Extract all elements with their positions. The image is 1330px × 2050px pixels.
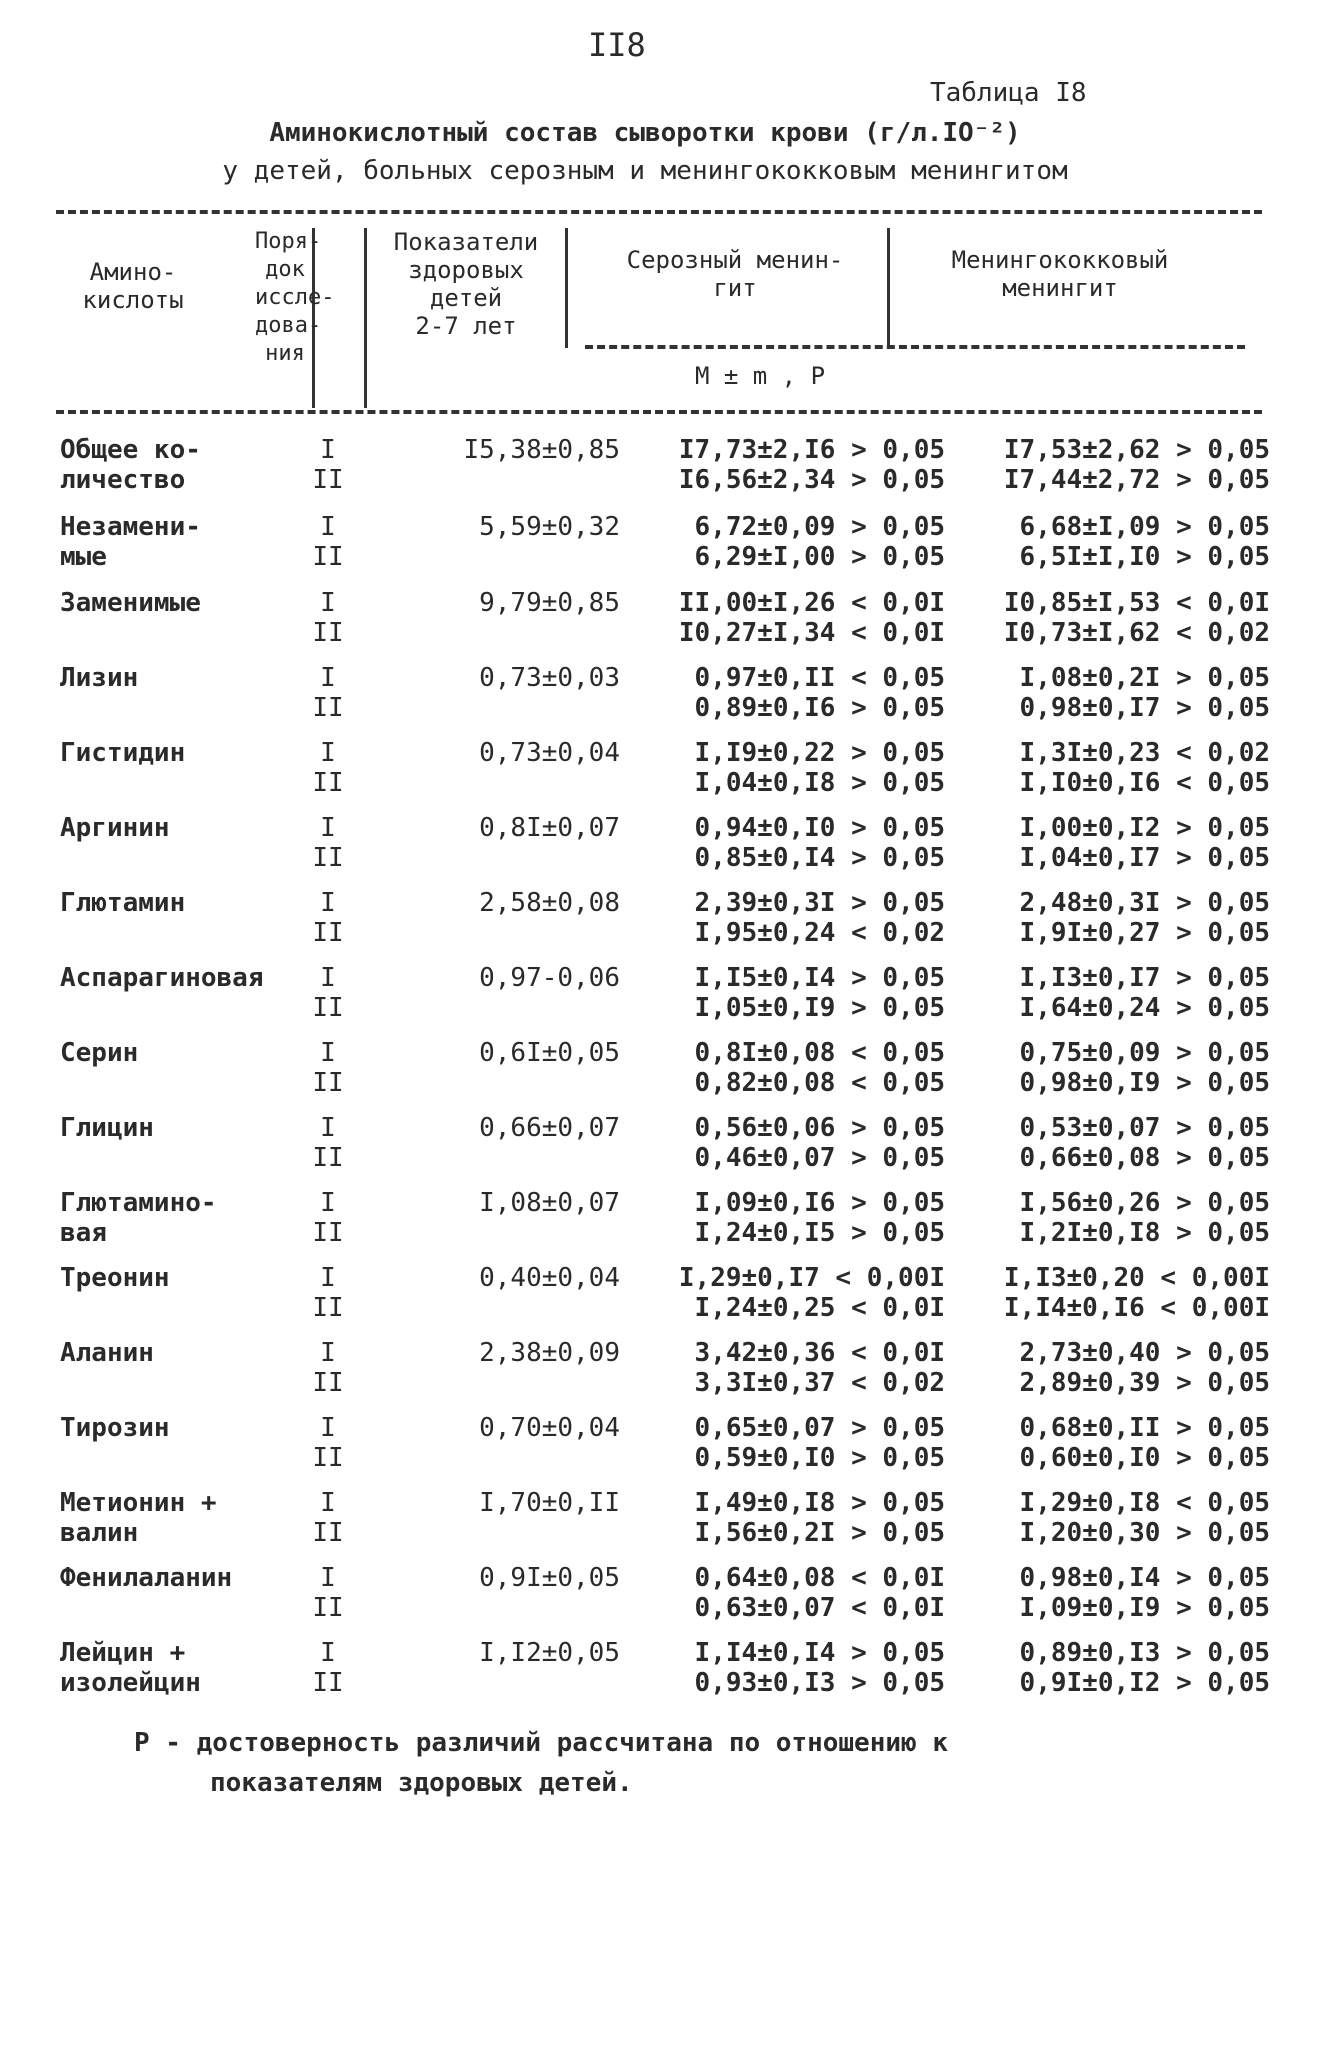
serous-value: I,09±0,I6 > 0,05 xyxy=(694,1188,945,1218)
healthy-value: 0,73±0,03 xyxy=(479,663,620,693)
study-order xyxy=(298,888,358,948)
meningococcal-values xyxy=(930,588,1270,648)
meningococcal-value: 0,98±0,I4 > 0,05 xyxy=(1019,1563,1270,1593)
study-order-value: I xyxy=(320,1263,336,1293)
serous-value: I,I4±0,I4 > 0,05 xyxy=(694,1638,945,1668)
header-healthy: Показатели здоровых детей 2-7 лет xyxy=(393,228,539,340)
study-order xyxy=(298,813,358,873)
meningococcal-values xyxy=(930,1488,1270,1548)
study-order-value: I xyxy=(320,1038,336,1068)
study-order xyxy=(298,1113,358,1173)
meningococcal-values xyxy=(930,435,1270,495)
healthy-value: 0,66±0,07 xyxy=(479,1113,620,1143)
study-order-value: I xyxy=(320,1338,336,1368)
study-order xyxy=(298,1563,358,1623)
serous-value: I6,56±2,34 > 0,05 xyxy=(678,465,945,495)
study-order-value: II xyxy=(312,1518,344,1548)
study-order-value: I xyxy=(320,1563,336,1593)
study-order xyxy=(298,435,358,495)
study-order xyxy=(298,1188,358,1248)
serous-value: 0,8I±0,08 < 0,05 xyxy=(694,1038,945,1068)
amino-acid-name: Треонин xyxy=(60,1263,170,1293)
amino-acid-name: Тирозин xyxy=(60,1413,170,1443)
healthy-value: 9,79±0,85 xyxy=(479,588,620,618)
serous-value: 0,65±0,07 > 0,05 xyxy=(694,1413,945,1443)
table-subtitle: у детей, больных серозным и менингококковым менингитом xyxy=(222,156,1068,186)
amino-acid-name: Серин xyxy=(60,1038,139,1068)
meningococcal-value: 2,89±0,39 > 0,05 xyxy=(1019,1368,1270,1398)
study-order-value: I xyxy=(320,1413,336,1443)
meningococcal-values xyxy=(930,1038,1270,1098)
study-order xyxy=(298,663,358,723)
divider xyxy=(887,228,890,348)
study-order xyxy=(298,1338,358,1398)
header-mening: Менингококковый менингит xyxy=(951,246,1169,302)
amino-acid-name: Аспарагиновая xyxy=(60,963,264,993)
study-order xyxy=(298,512,358,572)
study-order-value: II xyxy=(312,993,344,1023)
serous-values xyxy=(605,1638,945,1698)
meningococcal-value: I,04±0,I7 > 0,05 xyxy=(1019,843,1270,873)
amino-acid-name: Глицин xyxy=(60,1113,154,1143)
table-row xyxy=(60,663,1270,737)
table-number: Таблица I8 xyxy=(930,78,1087,108)
meningococcal-value: 0,60±0,I0 > 0,05 xyxy=(1019,1443,1270,1473)
meningococcal-value: I,20±0,30 > 0,05 xyxy=(1019,1518,1270,1548)
meningococcal-values xyxy=(930,512,1270,572)
table-row xyxy=(60,888,1270,962)
meningococcal-value: 0,98±0,I7 > 0,05 xyxy=(1019,693,1270,723)
table-row xyxy=(60,435,1270,509)
serous-values xyxy=(605,512,945,572)
meningococcal-values xyxy=(930,1188,1270,1248)
study-order xyxy=(298,1638,358,1698)
healthy-value: 2,58±0,08 xyxy=(479,888,620,918)
serous-values xyxy=(605,435,945,495)
meningococcal-value: I,I4±0,I6 < 0,00I xyxy=(1003,1293,1270,1323)
healthy-value: 0,8I±0,07 xyxy=(479,813,620,843)
amino-acid-name: Аргинин xyxy=(60,813,170,843)
study-order-value: II xyxy=(312,693,344,723)
study-order-value: I xyxy=(320,738,336,768)
table-row xyxy=(60,1188,1270,1262)
meningococcal-value: 0,9I±0,I2 > 0,05 xyxy=(1019,1668,1270,1698)
amino-acid-name: Аланин xyxy=(60,1338,154,1368)
serous-value: I,I9±0,22 > 0,05 xyxy=(694,738,945,768)
meningococcal-values xyxy=(930,1413,1270,1473)
amino-acid-name: Гистидин xyxy=(60,738,186,768)
meningococcal-value: I,09±0,I9 > 0,05 xyxy=(1019,1593,1270,1623)
amino-acid-name: Лизин xyxy=(60,663,139,693)
table-title: Аминокислотный состав сыворотки крови (г/л.IO⁻²) xyxy=(269,118,1021,148)
study-order-value: II xyxy=(312,768,344,798)
divider xyxy=(56,210,1262,214)
serous-value: 2,39±0,3I > 0,05 xyxy=(694,888,945,918)
meningococcal-value: I,2I±0,I8 > 0,05 xyxy=(1019,1218,1270,1248)
meningococcal-values xyxy=(930,813,1270,873)
header-stats: M ± m , P xyxy=(694,362,826,390)
meningococcal-value: 0,66±0,08 > 0,05 xyxy=(1019,1143,1270,1173)
meningococcal-values xyxy=(930,663,1270,723)
study-order-value: II xyxy=(312,1068,344,1098)
table-row xyxy=(60,1263,1270,1337)
serous-value: 0,93±0,I3 > 0,05 xyxy=(694,1668,945,1698)
meningococcal-values xyxy=(930,888,1270,948)
table-row xyxy=(60,588,1270,662)
study-order-value: I xyxy=(320,1488,336,1518)
meningococcal-values xyxy=(930,1638,1270,1698)
study-order-value: I xyxy=(320,435,336,465)
study-order-value: I xyxy=(320,888,336,918)
serous-value: I,95±0,24 < 0,02 xyxy=(694,918,945,948)
meningococcal-value: I0,73±I,62 < 0,02 xyxy=(1003,618,1270,648)
meningococcal-value: 0,68±0,II > 0,05 xyxy=(1019,1413,1270,1443)
meningococcal-value: 2,73±0,40 > 0,05 xyxy=(1019,1338,1270,1368)
meningococcal-value: I0,85±I,53 < 0,0I xyxy=(1003,588,1270,618)
study-order-value: I xyxy=(320,512,336,542)
amino-acid-name: Заменимые xyxy=(60,588,201,618)
serous-value: I,56±0,2I > 0,05 xyxy=(694,1518,945,1548)
study-order-value: II xyxy=(312,1668,344,1698)
meningococcal-value: 6,5I±I,I0 > 0,05 xyxy=(1019,542,1270,572)
meningococcal-value: I7,44±2,72 > 0,05 xyxy=(1003,465,1270,495)
table-row xyxy=(60,1563,1270,1637)
serous-values xyxy=(605,588,945,648)
serous-value: I,I5±0,I4 > 0,05 xyxy=(694,963,945,993)
meningococcal-value: 0,75±0,09 > 0,05 xyxy=(1019,1038,1270,1068)
serous-value: 0,59±0,I0 > 0,05 xyxy=(694,1443,945,1473)
meningococcal-value: I7,53±2,62 > 0,05 xyxy=(1003,435,1270,465)
study-order xyxy=(298,1038,358,1098)
serous-value: 0,56±0,06 > 0,05 xyxy=(694,1113,945,1143)
footnote-line-2: показателям здоровых детей. xyxy=(210,1768,633,1798)
study-order-value: II xyxy=(312,918,344,948)
healthy-value: I5,38±0,85 xyxy=(463,435,620,465)
meningococcal-value: I,I3±0,20 < 0,00I xyxy=(1003,1263,1270,1293)
healthy-value: 0,70±0,04 xyxy=(479,1413,620,1443)
study-order-value: I xyxy=(320,1188,336,1218)
study-order xyxy=(298,738,358,798)
meningococcal-value: I,29±0,I8 < 0,05 xyxy=(1019,1488,1270,1518)
healthy-value: 0,40±0,04 xyxy=(479,1263,620,1293)
serous-value: I7,73±2,I6 > 0,05 xyxy=(678,435,945,465)
meningococcal-value: I,64±0,24 > 0,05 xyxy=(1019,993,1270,1023)
page-number: II8 xyxy=(588,26,646,64)
healthy-value: 0,73±0,04 xyxy=(479,738,620,768)
study-order xyxy=(298,588,358,648)
healthy-value: 0,6I±0,05 xyxy=(479,1038,620,1068)
serous-values xyxy=(605,1113,945,1173)
meningococcal-value: 0,98±0,I9 > 0,05 xyxy=(1019,1068,1270,1098)
study-order xyxy=(298,963,358,1023)
meningococcal-value: 2,48±0,3I > 0,05 xyxy=(1019,888,1270,918)
table-row xyxy=(60,1038,1270,1112)
footnote-line-1: Р - достоверность различий рассчитана по отношению к xyxy=(134,1728,948,1758)
study-order-value: II xyxy=(312,1443,344,1473)
healthy-value: 5,59±0,32 xyxy=(479,512,620,542)
serous-value: 0,46±0,07 > 0,05 xyxy=(694,1143,945,1173)
serous-values xyxy=(605,1413,945,1473)
healthy-value: 0,9I±0,05 xyxy=(479,1563,620,1593)
serous-value: I,49±0,I8 > 0,05 xyxy=(694,1488,945,1518)
study-order-value: II xyxy=(312,843,344,873)
meningococcal-values xyxy=(930,1338,1270,1398)
study-order-value: II xyxy=(312,542,344,572)
meningococcal-values xyxy=(930,963,1270,1023)
amino-acid-name: Глютамин xyxy=(60,888,186,918)
serous-value: I,04±0,I8 > 0,05 xyxy=(694,768,945,798)
meningococcal-value: 6,68±I,09 > 0,05 xyxy=(1019,512,1270,542)
meningococcal-values xyxy=(930,1263,1270,1323)
serous-values xyxy=(605,663,945,723)
table-row xyxy=(60,1638,1270,1712)
study-order-value: II xyxy=(312,1368,344,1398)
serous-value: 6,72±0,09 > 0,05 xyxy=(694,512,945,542)
study-order-value: I xyxy=(320,963,336,993)
study-order-value: II xyxy=(312,465,344,495)
meningococcal-value: I,00±0,I2 > 0,05 xyxy=(1019,813,1270,843)
serous-values xyxy=(605,1338,945,1398)
serous-values xyxy=(605,1263,945,1323)
table-row xyxy=(60,1488,1270,1562)
meningococcal-values xyxy=(930,1113,1270,1173)
amino-acid-name: Метионин + валин xyxy=(60,1488,217,1548)
serous-value: I0,27±I,34 < 0,0I xyxy=(678,618,945,648)
table-row xyxy=(60,512,1270,586)
serous-values xyxy=(605,1038,945,1098)
serous-value: 3,42±0,36 < 0,0I xyxy=(694,1338,945,1368)
amino-acid-name: Незамени- мые xyxy=(60,512,201,572)
serous-value: II,00±I,26 < 0,0I xyxy=(678,588,945,618)
header-amino: Амино- кислоты xyxy=(82,258,184,314)
study-order-value: I xyxy=(320,813,336,843)
meningococcal-value: 0,53±0,07 > 0,05 xyxy=(1019,1113,1270,1143)
meningococcal-value: I,9I±0,27 > 0,05 xyxy=(1019,918,1270,948)
serous-values xyxy=(605,1563,945,1623)
amino-acid-name: Лейцин + изолейцин xyxy=(60,1638,201,1698)
meningococcal-value: I,I0±0,I6 < 0,05 xyxy=(1019,768,1270,798)
header-serous: Серозный менин- гит xyxy=(626,246,844,302)
meningococcal-value: 0,89±0,I3 > 0,05 xyxy=(1019,1638,1270,1668)
table-row xyxy=(60,1113,1270,1187)
study-order-value: II xyxy=(312,1293,344,1323)
study-order-value: II xyxy=(312,1143,344,1173)
serous-values xyxy=(605,963,945,1023)
study-order-value: I xyxy=(320,1638,336,1668)
header-order: Поря- док иссле- дова- ния xyxy=(255,229,335,366)
divider xyxy=(585,345,1245,349)
serous-value: 0,64±0,08 < 0,0I xyxy=(694,1563,945,1593)
meningococcal-values xyxy=(930,738,1270,798)
meningococcal-values xyxy=(930,1563,1270,1623)
serous-value: 0,97±0,II < 0,05 xyxy=(694,663,945,693)
divider xyxy=(56,410,1262,414)
study-order xyxy=(298,1488,358,1548)
serous-value: I,05±0,I9 > 0,05 xyxy=(694,993,945,1023)
healthy-value: 2,38±0,09 xyxy=(479,1338,620,1368)
serous-value: 3,3I±0,37 < 0,02 xyxy=(694,1368,945,1398)
study-order-value: II xyxy=(312,1593,344,1623)
study-order xyxy=(298,1413,358,1473)
amino-acid-name: Общее ко- личество xyxy=(60,435,201,495)
serous-value: I,24±0,25 < 0,0I xyxy=(694,1293,945,1323)
study-order-value: I xyxy=(320,1113,336,1143)
table-row xyxy=(60,813,1270,887)
study-order xyxy=(298,1263,358,1323)
serous-values xyxy=(605,1188,945,1248)
healthy-value: I,70±0,II xyxy=(479,1488,620,1518)
amino-acid-name: Глютамино- вая xyxy=(60,1188,217,1248)
serous-value: 0,85±0,I4 > 0,05 xyxy=(694,843,945,873)
healthy-value: I,08±0,07 xyxy=(479,1188,620,1218)
serous-value: 0,82±0,08 < 0,05 xyxy=(694,1068,945,1098)
meningococcal-value: I,3I±0,23 < 0,02 xyxy=(1019,738,1270,768)
meningococcal-value: I,I3±0,I7 > 0,05 xyxy=(1019,963,1270,993)
serous-value: 6,29±I,00 > 0,05 xyxy=(694,542,945,572)
healthy-value: I,I2±0,05 xyxy=(479,1638,620,1668)
study-order-value: II xyxy=(312,618,344,648)
meningococcal-value: I,56±0,26 > 0,05 xyxy=(1019,1188,1270,1218)
study-order-value: II xyxy=(312,1218,344,1248)
serous-value: 0,63±0,07 < 0,0I xyxy=(694,1593,945,1623)
serous-values xyxy=(605,888,945,948)
serous-value: 0,89±0,I6 > 0,05 xyxy=(694,693,945,723)
serous-values xyxy=(605,738,945,798)
table-row xyxy=(60,738,1270,812)
table-row xyxy=(60,963,1270,1037)
study-order-value: I xyxy=(320,663,336,693)
serous-value: I,24±0,I5 > 0,05 xyxy=(694,1218,945,1248)
table-row xyxy=(60,1413,1270,1487)
meningococcal-value: I,08±0,2I > 0,05 xyxy=(1019,663,1270,693)
study-order-value: I xyxy=(320,588,336,618)
amino-acid-name: Фенилаланин xyxy=(60,1563,233,1593)
healthy-value: 0,97-0,06 xyxy=(479,963,620,993)
serous-values xyxy=(605,813,945,873)
table-row xyxy=(60,1338,1270,1412)
serous-value: 0,94±0,I0 > 0,05 xyxy=(694,813,945,843)
serous-value: I,29±0,I7 < 0,00I xyxy=(678,1263,945,1293)
serous-values xyxy=(605,1488,945,1548)
